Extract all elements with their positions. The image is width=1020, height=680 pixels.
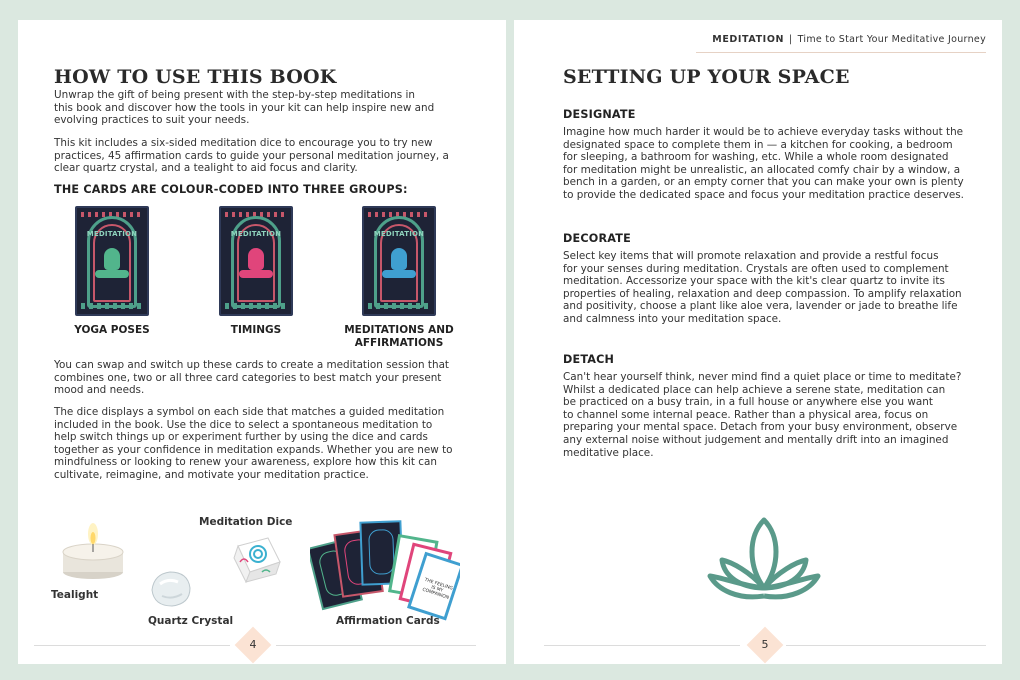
meditation-dice-label: Meditation Dice [199,516,293,528]
left-page [18,20,506,664]
running-header: MEDITATION | Time to Start Your Meditative Journey [712,34,986,45]
right-page [514,20,1002,664]
card-caption-yoga: YOGA POSES [74,324,150,336]
footer-rule-left-b [276,645,476,646]
footer-rule-right-b [786,645,986,646]
swap-paragraph: You can swap and switch up these cards to create a meditation session that combines one, two or all three card categories to best match your present mood and needs. [54,359,450,397]
page-number-right: 5 [747,627,784,664]
page-title-right: SETTING UP YOUR SPACE [563,66,850,88]
card-caption-meditations: MEDITATIONS AND AFFIRMATIONS [344,324,454,349]
tealight-label: Tealight [51,589,99,601]
card-meditations-affirmations [362,206,436,316]
footer-rule-left-a [34,645,230,646]
quartz-crystal-icon [146,566,194,610]
card-title-text: MEDITATION [373,230,425,238]
page-number-left: 4 [235,627,272,664]
meditating-figure-icon [391,248,407,270]
dice-paragraph: The dice displays a symbol on each side that matches a guided meditation included in the book. Use the dice to select a spontaneous meditation to help switch things up or experiment further by using the dice and cards together as your confidence in meditation expands. Whether you are new to mindfulness or looking to renew your awareness, explore how this kit can cultivate, reimagine, and motivate your meditation practice. [54,406,453,481]
meditation-dice-icon [228,532,284,588]
section-heading-designate: DESIGNATE [563,108,636,121]
designate-paragraph: Imagine how much harder it would be to achieve everyday tasks without the designated space to complete them in — a kitchen for cooking, a bedroom for sleeping, a bathroom for washing, etc. While a whole room designated for meditation might be unrealistic, an allocated comfy chair by a window, a bench in a garden, or an empty corner that you can make your own is plenty to provide the dedicated space and focus your meditation practice deserves. [563,126,964,201]
quartz-crystal-label: Quartz Crystal [148,615,234,627]
section-heading-detach: DETACH [563,353,615,366]
meditating-figure-icon [248,248,264,270]
affirmation-card-text: THE FEELING IS MY COMPANION [421,577,454,601]
section-heading-decorate: DECORATE [563,232,631,245]
header-rule [696,52,986,53]
card-yoga-poses [75,206,149,316]
card-title-text: MEDITATION [86,230,138,238]
intro-paragraph: Unwrap the gift of being present with the step-by-step meditations in this book and discover how the tools in your kit can help inspire new and evolving practices to suit your needs. [54,89,435,127]
card-caption-timings: TIMINGS [230,324,282,336]
affirmation-cards-label: Affirmation Cards [336,615,440,627]
tealight-icon [58,514,128,584]
groups-heading: THE CARDS ARE COLOUR-CODED INTO THREE GROUPS: [54,183,408,196]
page-title-left: HOW TO USE THIS BOOK [54,66,337,88]
card-title-text: MEDITATION [230,230,282,238]
detach-paragraph: Can't hear yourself think, never mind find a quiet place or time to meditate? Whilst a dedicated place can help achieve a serene state, meditation can be practiced on a busy train, in a full house or anywhere else you want to channel some internal peace. Rather than a physical area, focus on preparing your mental space. Detach from your busy environment, observe any external noise without judgement and mentally drift into an imagined meditative place. [563,371,962,459]
lotus-icon [704,516,824,608]
decorate-paragraph: Select key items that will promote relaxation and provide a restful focus for your senses during meditation. Crystals are often used to complement meditation. Accessorize your space with the kit's clear quartz to invite its properties of healing, relaxation and deep compassion. To amplify relaxation and positivity, choose a plant like aloe vera, lavender or jade to breathe life and calmness into your meditation space. [563,250,962,325]
kit-paragraph: This kit includes a six-sided meditation dice to encourage you to try new practices, 45 affirmation cards to guide your personal meditation journey, a clear quartz crystal, and a tealight to aid focus and clarity. [54,137,449,175]
affirmation-cards-icon [310,518,460,628]
meditating-figure-icon [104,248,120,270]
card-timings [219,206,293,316]
footer-rule-right-a [544,645,740,646]
